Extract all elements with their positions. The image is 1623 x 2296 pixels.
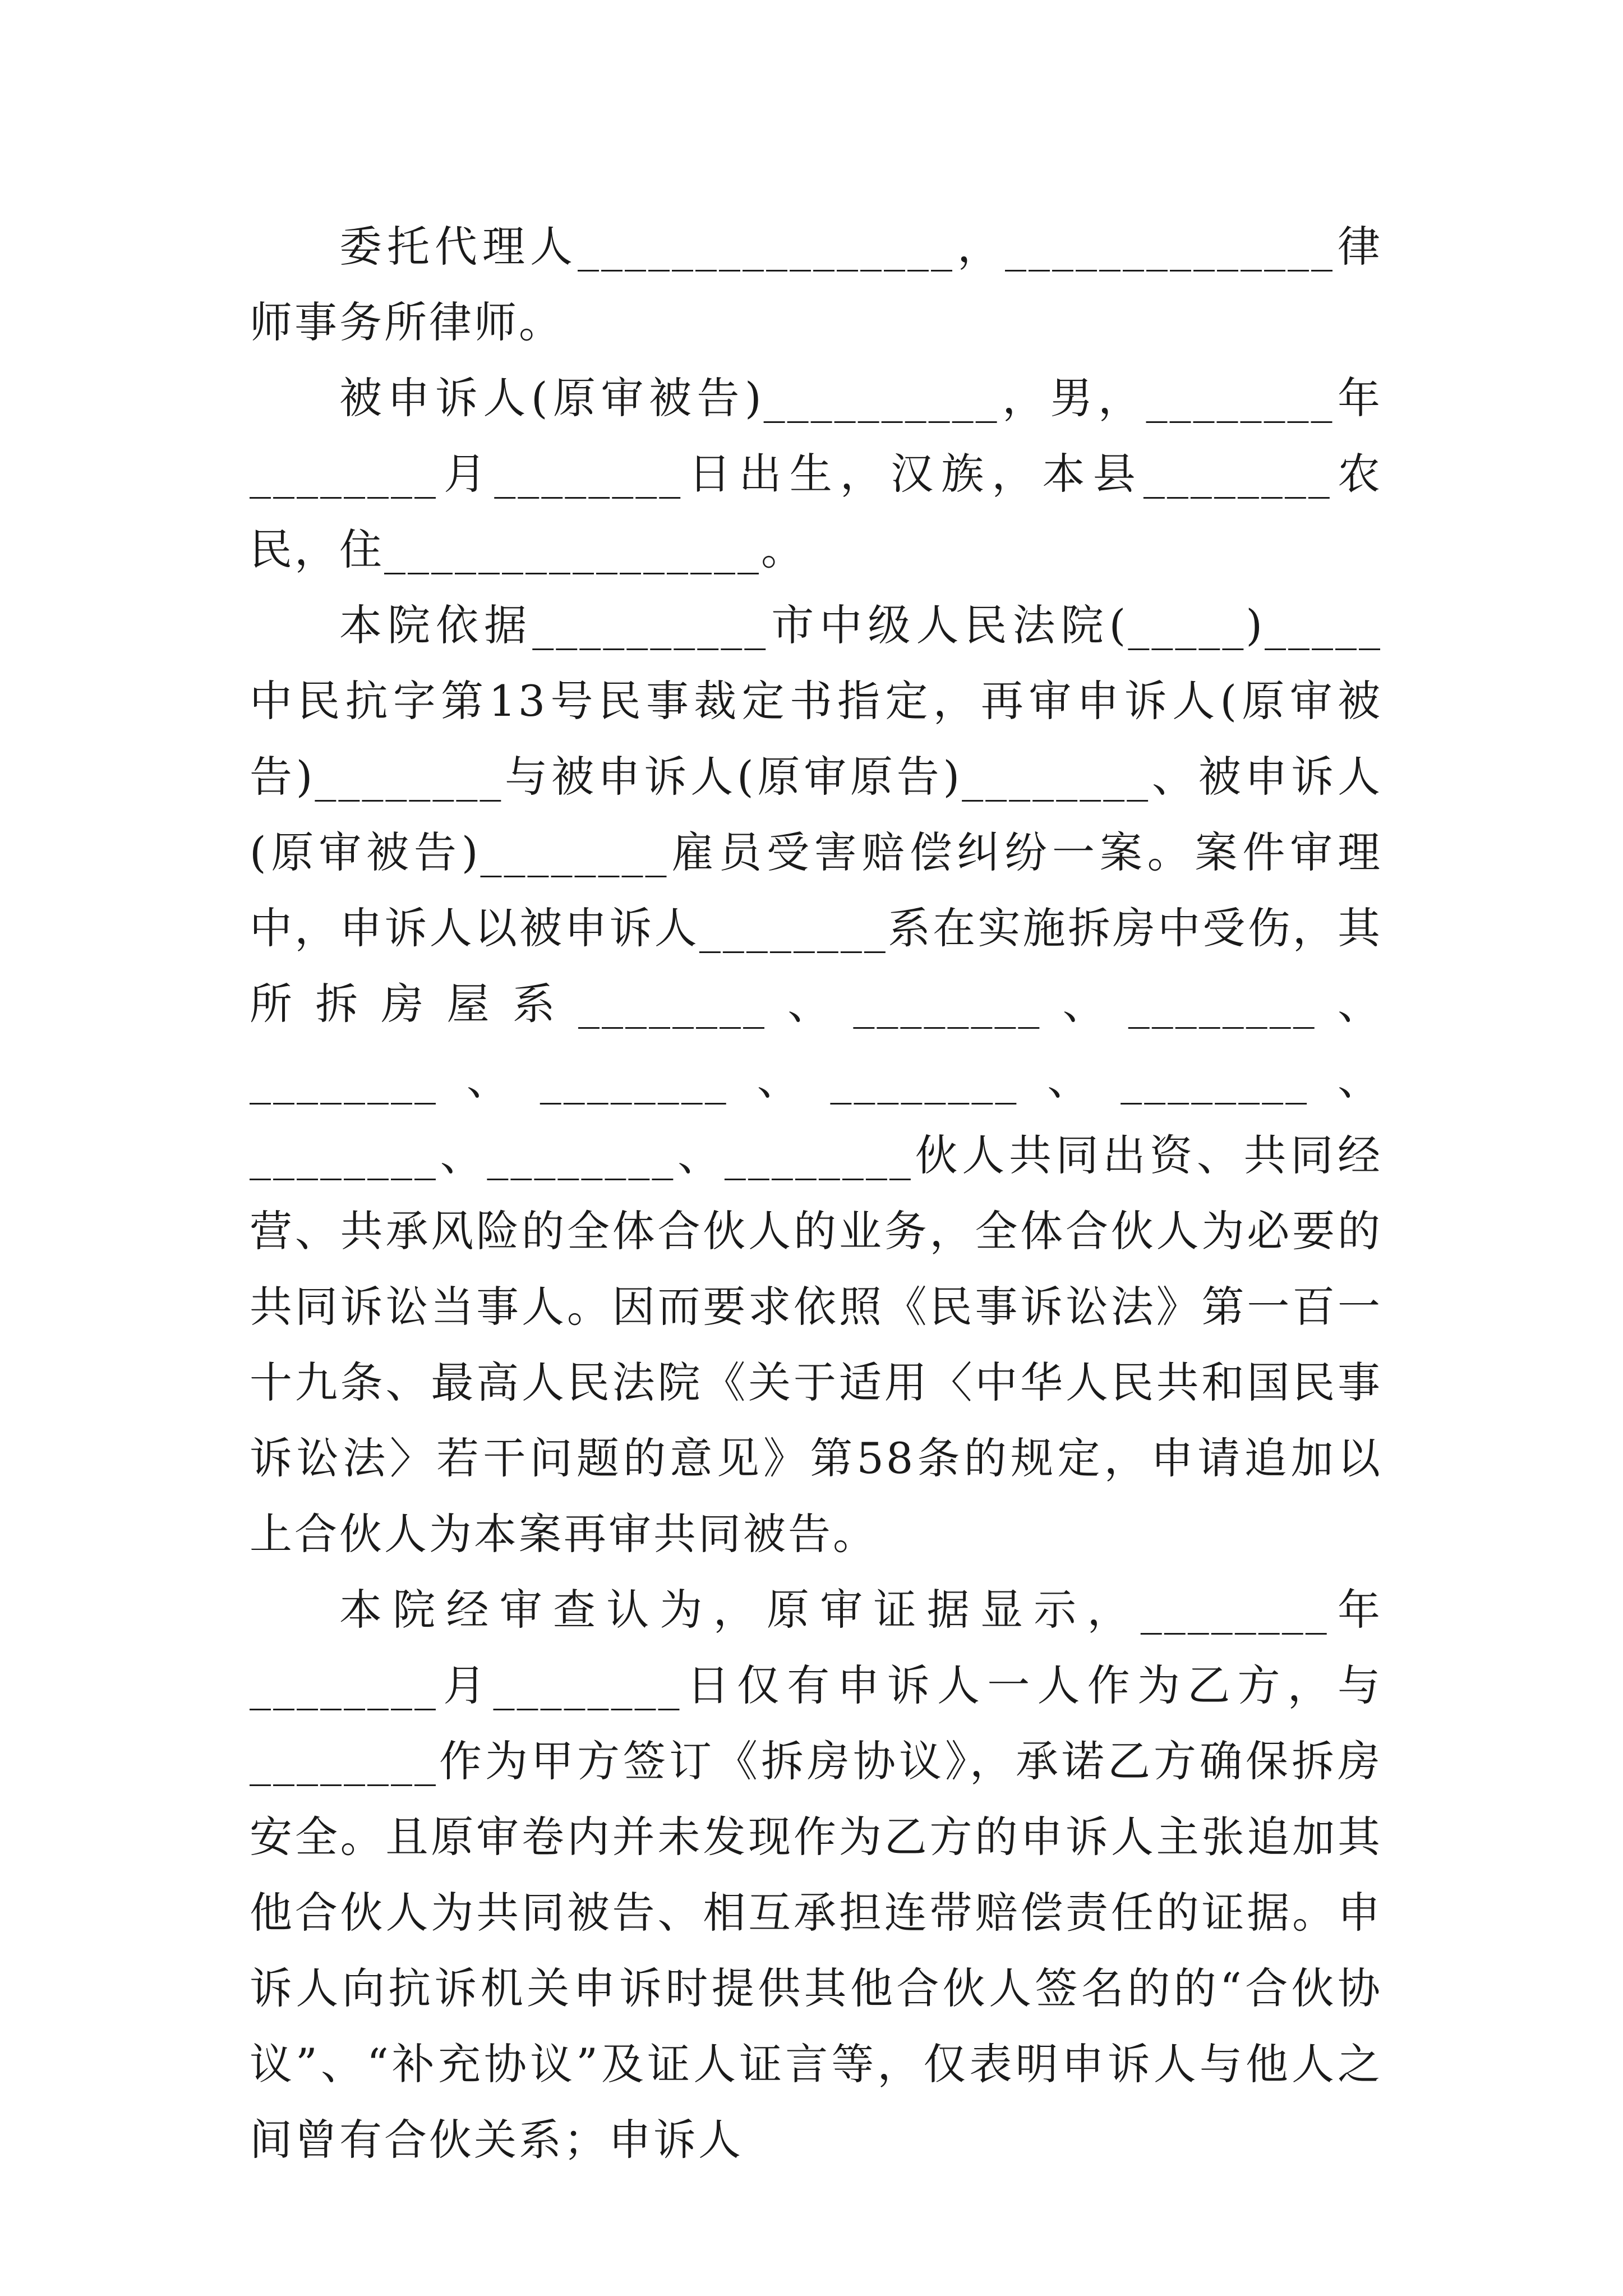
paragraph-agent: 委托代理人________________，______________律师事务所律师。: [250, 222, 1382, 347]
paragraph-basis: 本院依据__________市中级人民法院(_____)_____中民抗字第13号民事裁定书指定，再审申诉人(原审被告)________与被申诉人(原审原告)________、被申诉人(原审被告)________雇员受害赔偿纠纷一案。案件审理中，申诉人以被申诉人________系在实施拆房中受伤，其所拆房屋系________、________、________、________、________、________、________、________、________、________伙人共同出资、共同经营、共承风险的全体合伙人的业务，全体合伙人为必要的共同诉讼当事人。因而要求依照《民事诉讼法》第一百一十九条、最高人民法院《关于适用〈中华人民共和国民事诉讼法〉若干问题的意见》第58条的规定，申请追加以上合伙人为本案再审共同被告。: [250, 600, 1382, 1559]
paragraph-respondent: 被申诉人(原审被告)__________，男，________年________月________日出生，汉族，本县________农民，住________________。: [250, 373, 1382, 574]
document-body: [250, 209, 1382, 2178]
paragraph-review: 本院经审查认为，原审证据显示，________年________月________日仅有申诉人一人作为乙方，与________作为甲方签订《拆房协议》，承诺乙方确保拆房安全。且原审卷内并未发现作为乙方的申诉人主张追加其他合伙人为共同被告、相互承担连带赔偿责任的证据。申诉人向抗诉机关申诉时提供其他合伙人签名的的“合伙协议”、“补充协议”及证人证言等，仅表明申诉人与他人之间曾有合伙关系；申诉人: [250, 1585, 1382, 2165]
